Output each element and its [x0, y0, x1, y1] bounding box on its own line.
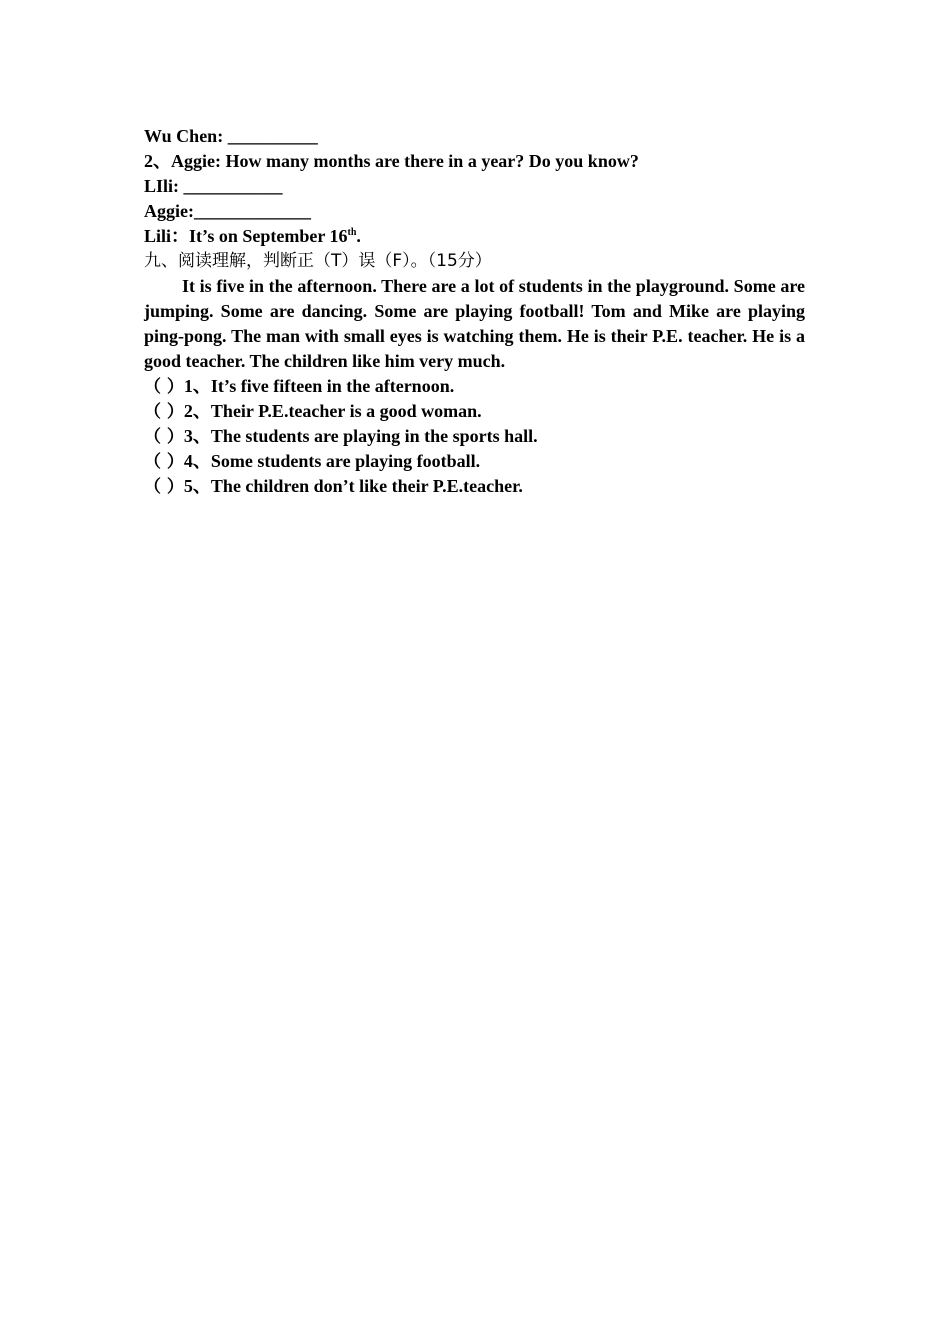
- dialogue-question-2: 2、Aggie: How many months are there in a year? Do you know?: [144, 151, 639, 171]
- question-text: 5、The children don’t like their P.E.teacher.: [183, 476, 523, 496]
- question-text: 2、Their P.E.teacher is a good woman.: [183, 401, 482, 421]
- document-page: [144, 124, 805, 499]
- answer-bracket[interactable]: （ ）: [144, 452, 184, 472]
- answer-bracket[interactable]: （ ）: [144, 402, 184, 422]
- question-text: 1、It’s five fifteen in the afternoon.: [183, 376, 455, 396]
- question-item: [144, 424, 805, 449]
- section-heading: 九、阅读理解，判断正（T）误（F）。（15分）: [144, 251, 492, 271]
- question-item: [144, 449, 805, 474]
- answer-bracket[interactable]: （ ）: [144, 477, 184, 497]
- lili-answer-text: Lili：It’s on September 16: [144, 226, 348, 246]
- answer-bracket[interactable]: （ ）: [144, 427, 184, 447]
- reading-passage: It is five in the afternoon. There are a lot of students in the playground. Some are jumping. Some are dancing. Some are playing football! Tom and Mike are playing ping-pong. The man with small eyes is watching them. He is their P.E. teacher. He is a good teacher. The children like him very much.: [144, 276, 805, 371]
- dialogue-line-lili-answer: [144, 224, 805, 249]
- question-text: 3、The students are playing in the sports hall.: [183, 426, 538, 446]
- question-item: [144, 474, 805, 499]
- dialogue-line-wu-chen: Wu Chen: __________: [144, 126, 318, 146]
- question-text: 4、Some students are playing football.: [183, 451, 481, 471]
- dialogue-line-lili: LIli: ___________: [144, 176, 283, 196]
- question-item: [144, 374, 805, 399]
- question-list: [144, 374, 805, 499]
- ordinal-suffix: th: [347, 227, 357, 238]
- answer-bracket[interactable]: （ ）: [144, 377, 184, 397]
- question-item: [144, 399, 805, 424]
- dialogue-line-aggie: Aggie:_____________: [144, 201, 311, 221]
- lili-answer-period: .: [356, 226, 361, 246]
